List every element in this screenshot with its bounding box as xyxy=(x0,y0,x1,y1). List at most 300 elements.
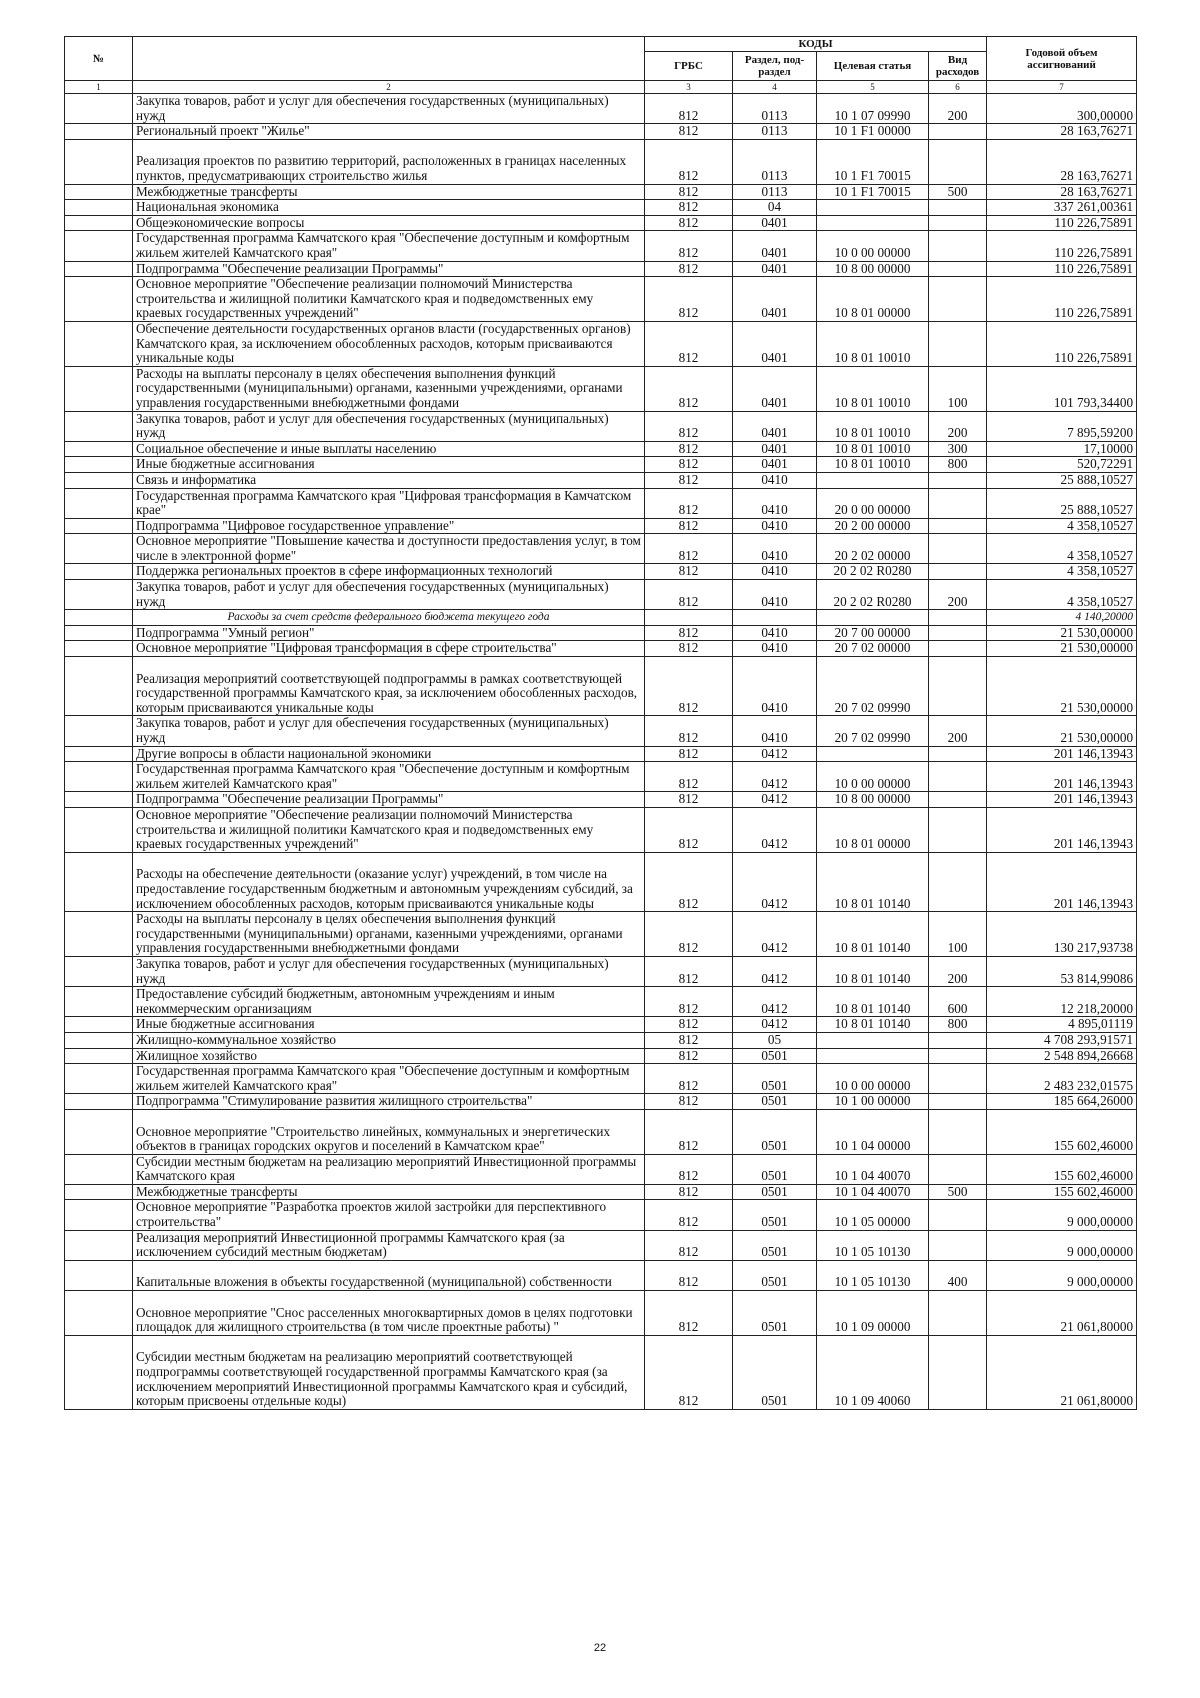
table-row xyxy=(65,411,1137,441)
row-name-cell: Связь и информатика xyxy=(133,472,645,488)
section-cell: 0501 xyxy=(733,1230,817,1260)
header-codes: КОДЫ xyxy=(645,37,987,52)
expense-type-cell xyxy=(929,1154,987,1184)
amount-cell: 28 163,76271 xyxy=(987,139,1137,184)
row-name-cell: Закупка товаров, работ и услуг для обеспечения государственных (муниципальных) нужд xyxy=(133,94,645,124)
target-article-cell: 10 1 09 40060 xyxy=(817,1335,929,1409)
row-number-cell xyxy=(65,580,133,610)
amount-cell: 4 358,10527 xyxy=(987,518,1137,534)
col-number: 3 xyxy=(645,81,733,94)
grbs-cell: 812 xyxy=(645,488,733,518)
expense-type-cell xyxy=(929,534,987,564)
expense-type-cell xyxy=(929,762,987,792)
amount-cell: 21 530,00000 xyxy=(987,716,1137,746)
amount-cell: 2 548 894,26668 xyxy=(987,1048,1137,1064)
grbs-cell: 812 xyxy=(645,215,733,231)
expense-type-cell xyxy=(929,1291,987,1336)
section-cell: 0401 xyxy=(733,277,817,322)
amount-cell: 17,10000 xyxy=(987,441,1137,457)
target-article-cell: 10 1 04 40070 xyxy=(817,1154,929,1184)
target-article-cell xyxy=(817,610,929,626)
target-article-cell: 10 1 04 40070 xyxy=(817,1184,929,1200)
table-row xyxy=(65,1184,1137,1200)
expense-type-cell: 800 xyxy=(929,1017,987,1033)
table-row xyxy=(65,1064,1137,1094)
row-number-cell xyxy=(65,807,133,852)
expense-type-cell xyxy=(929,488,987,518)
col-number: 5 xyxy=(817,81,929,94)
row-number-cell xyxy=(65,518,133,534)
expense-type-cell xyxy=(929,564,987,580)
grbs-cell: 812 xyxy=(645,1200,733,1230)
expense-type-cell xyxy=(929,746,987,762)
table-row xyxy=(65,366,1137,411)
row-name-cell: Жилищно-коммунальное хозяйство xyxy=(133,1032,645,1048)
section-cell: 0501 xyxy=(733,1335,817,1409)
amount-cell: 520,72291 xyxy=(987,457,1137,473)
row-name-cell: Государственная программа Камчатского края "Обеспечение доступным и комфортным жильем жителей Камчатского края" xyxy=(133,762,645,792)
row-name-cell: Капитальные вложения в объекты государственной (муниципальной) собственности xyxy=(133,1260,645,1290)
header-section: Раздел, под-раздел xyxy=(733,52,817,81)
section-cell: 0113 xyxy=(733,94,817,124)
amount-cell: 300,00000 xyxy=(987,94,1137,124)
target-article-cell: 10 1 09 00000 xyxy=(817,1291,929,1336)
section-cell: 0412 xyxy=(733,762,817,792)
row-name-cell: Государственная программа Камчатского края "Цифровая трансформация в Камчатском крае" xyxy=(133,488,645,518)
header-name xyxy=(133,37,645,81)
table-row xyxy=(65,1200,1137,1230)
amount-cell: 4 140,20000 xyxy=(987,610,1137,626)
grbs-cell: 812 xyxy=(645,912,733,957)
row-name-cell: Национальная экономика xyxy=(133,200,645,216)
expense-type-cell xyxy=(929,1094,987,1110)
row-name-cell: Реализация проектов по развитию территорий, расположенных в границах населенных пунктов, предусматривающих строительство жилья xyxy=(133,139,645,184)
amount-cell: 9 000,00000 xyxy=(987,1200,1137,1230)
header-grbs: ГРБС xyxy=(645,52,733,81)
row-number-cell xyxy=(65,366,133,411)
amount-cell: 201 146,13943 xyxy=(987,852,1137,911)
amount-cell: 21 061,80000 xyxy=(987,1335,1137,1409)
row-name-cell: Межбюджетные трансферты xyxy=(133,1184,645,1200)
section-cell: 0412 xyxy=(733,987,817,1017)
row-number-cell xyxy=(65,457,133,473)
note-row xyxy=(65,610,1137,626)
section-cell: 0501 xyxy=(733,1109,817,1154)
row-name-cell: Основное мероприятие "Повышение качества и доступности предоставления услуг, в том числе в электронной форме" xyxy=(133,534,645,564)
row-name-cell: Закупка товаров, работ и услуг для обеспечения государственных (муниципальных) нужд xyxy=(133,716,645,746)
target-article-cell xyxy=(817,1032,929,1048)
target-article-cell: 20 2 02 00000 xyxy=(817,534,929,564)
row-name-cell: Субсидии местным бюджетам на реализацию мероприятий Инвестиционной программы Камчатского края xyxy=(133,1154,645,1184)
expense-type-cell: 200 xyxy=(929,411,987,441)
section-cell: 0501 xyxy=(733,1048,817,1064)
expense-type-cell xyxy=(929,807,987,852)
expense-type-cell xyxy=(929,1109,987,1154)
row-number-cell xyxy=(65,746,133,762)
row-number-cell xyxy=(65,564,133,580)
expense-type-cell xyxy=(929,1032,987,1048)
table-row xyxy=(65,1048,1137,1064)
table-header xyxy=(65,37,1137,94)
section-cell: 0501 xyxy=(733,1260,817,1290)
table-row xyxy=(65,94,1137,124)
row-name-cell: Подпрограмма "Обеспечение реализации Программы" xyxy=(133,792,645,808)
expense-type-cell xyxy=(929,1064,987,1094)
grbs-cell: 812 xyxy=(645,184,733,200)
amount-cell: 201 146,13943 xyxy=(987,792,1137,808)
target-article-cell: 10 8 01 10140 xyxy=(817,852,929,911)
section-cell xyxy=(733,610,817,626)
target-article-cell: 10 1 F1 70015 xyxy=(817,139,929,184)
target-article-cell: 10 8 01 00000 xyxy=(817,277,929,322)
grbs-cell: 812 xyxy=(645,716,733,746)
expense-type-cell xyxy=(929,1200,987,1230)
section-cell: 0401 xyxy=(733,261,817,277)
table-row xyxy=(65,184,1137,200)
amount-cell: 9 000,00000 xyxy=(987,1260,1137,1290)
amount-cell: 28 163,76271 xyxy=(987,184,1137,200)
amount-cell: 155 602,46000 xyxy=(987,1109,1137,1154)
table-row xyxy=(65,321,1137,366)
amount-cell: 21 061,80000 xyxy=(987,1291,1137,1336)
row-name-cell: Закупка товаров, работ и услуг для обеспечения государственных (муниципальных) нужд xyxy=(133,956,645,986)
header-amount: Годовой объем ассигнований xyxy=(987,37,1137,81)
expense-type-cell xyxy=(929,200,987,216)
section-cell: 0410 xyxy=(733,641,817,657)
row-name-cell: Подпрограмма "Обеспечение реализации Программы" xyxy=(133,261,645,277)
table-row xyxy=(65,1017,1137,1033)
grbs-cell xyxy=(645,610,733,626)
target-article-cell: 10 8 01 00000 xyxy=(817,807,929,852)
grbs-cell: 812 xyxy=(645,1260,733,1290)
expense-type-cell: 300 xyxy=(929,441,987,457)
table-row xyxy=(65,124,1137,140)
target-article-cell: 10 1 00 00000 xyxy=(817,1094,929,1110)
grbs-cell: 812 xyxy=(645,1184,733,1200)
row-number-cell xyxy=(65,1291,133,1336)
expense-type-cell xyxy=(929,518,987,534)
row-number-cell xyxy=(65,411,133,441)
table-row xyxy=(65,457,1137,473)
section-cell: 0401 xyxy=(733,441,817,457)
expense-type-cell xyxy=(929,625,987,641)
amount-cell: 201 146,13943 xyxy=(987,746,1137,762)
target-article-cell: 10 8 01 10140 xyxy=(817,1017,929,1033)
expense-type-cell xyxy=(929,261,987,277)
table-row xyxy=(65,762,1137,792)
budget-table-sheet xyxy=(64,36,1136,1410)
row-number-cell xyxy=(65,956,133,986)
row-number-cell xyxy=(65,610,133,626)
grbs-cell: 812 xyxy=(645,472,733,488)
grbs-cell: 812 xyxy=(645,580,733,610)
table-row xyxy=(65,1335,1137,1409)
amount-cell: 21 530,00000 xyxy=(987,657,1137,716)
section-cell: 0412 xyxy=(733,1017,817,1033)
amount-cell: 4 708 293,91571 xyxy=(987,1032,1137,1048)
expense-type-cell: 100 xyxy=(929,366,987,411)
row-number-cell xyxy=(65,1184,133,1200)
row-name-cell: Основное мероприятие "Разработка проектов жилой застройки для перспективного строительства" xyxy=(133,1200,645,1230)
col-number: 2 xyxy=(133,81,645,94)
target-article-cell: 10 8 00 00000 xyxy=(817,792,929,808)
target-article-cell: 10 8 01 10010 xyxy=(817,457,929,473)
row-number-cell xyxy=(65,1032,133,1048)
grbs-cell: 812 xyxy=(645,200,733,216)
amount-cell: 110 226,75891 xyxy=(987,231,1137,261)
grbs-cell: 812 xyxy=(645,277,733,322)
target-article-cell: 20 7 02 00000 xyxy=(817,641,929,657)
grbs-cell: 812 xyxy=(645,366,733,411)
row-number-cell xyxy=(65,215,133,231)
grbs-cell: 812 xyxy=(645,441,733,457)
section-cell: 0412 xyxy=(733,792,817,808)
col-number: 1 xyxy=(65,81,133,94)
table-row xyxy=(65,215,1137,231)
expense-type-cell xyxy=(929,852,987,911)
table-row xyxy=(65,231,1137,261)
row-name-cell: Основное мероприятие "Цифровая трансформация в сфере строительства" xyxy=(133,641,645,657)
row-number-cell xyxy=(65,1017,133,1033)
grbs-cell: 812 xyxy=(645,124,733,140)
row-number-cell xyxy=(65,488,133,518)
row-name-cell: Подпрограмма "Цифровое государственное управление" xyxy=(133,518,645,534)
expense-type-cell: 200 xyxy=(929,580,987,610)
expense-type-cell xyxy=(929,1230,987,1260)
page-number: 22 xyxy=(593,1642,607,1654)
row-number-cell xyxy=(65,200,133,216)
amount-cell: 4 358,10527 xyxy=(987,580,1137,610)
row-name-cell: Межбюджетные трансферты xyxy=(133,184,645,200)
section-cell: 0501 xyxy=(733,1094,817,1110)
table-row xyxy=(65,1260,1137,1290)
amount-cell: 201 146,13943 xyxy=(987,807,1137,852)
grbs-cell: 812 xyxy=(645,564,733,580)
row-number-cell xyxy=(65,1154,133,1184)
row-number-cell xyxy=(65,321,133,366)
grbs-cell: 812 xyxy=(645,641,733,657)
target-article-cell: 20 7 00 00000 xyxy=(817,625,929,641)
section-cell: 0401 xyxy=(733,215,817,231)
target-article-cell: 20 7 02 09990 xyxy=(817,716,929,746)
amount-cell: 110 226,75891 xyxy=(987,215,1137,231)
table-row xyxy=(65,580,1137,610)
header-type: Вид расходов xyxy=(929,52,987,81)
row-number-cell xyxy=(65,762,133,792)
amount-cell: 4 358,10527 xyxy=(987,564,1137,580)
table-row xyxy=(65,1291,1137,1336)
grbs-cell: 812 xyxy=(645,657,733,716)
table-row xyxy=(65,518,1137,534)
table-row xyxy=(65,472,1137,488)
grbs-cell: 812 xyxy=(645,807,733,852)
table-row xyxy=(65,716,1137,746)
row-number-cell xyxy=(65,852,133,911)
row-name-cell: Закупка товаров, работ и услуг для обеспечения государственных (муниципальных) нужд xyxy=(133,580,645,610)
row-name-cell: Подпрограмма "Умный регион" xyxy=(133,625,645,641)
row-number-cell xyxy=(65,94,133,124)
section-cell: 0501 xyxy=(733,1291,817,1336)
table-row xyxy=(65,139,1137,184)
expense-type-cell xyxy=(929,610,987,626)
grbs-cell: 812 xyxy=(645,321,733,366)
col-number: 6 xyxy=(929,81,987,94)
grbs-cell: 812 xyxy=(645,1017,733,1033)
amount-cell: 110 226,75891 xyxy=(987,277,1137,322)
section-cell: 0410 xyxy=(733,716,817,746)
table-row xyxy=(65,987,1137,1017)
row-name-cell: Региональный проект "Жилье" xyxy=(133,124,645,140)
row-number-cell xyxy=(65,184,133,200)
grbs-cell: 812 xyxy=(645,139,733,184)
amount-cell: 130 217,93738 xyxy=(987,912,1137,957)
row-name-cell: Основное мероприятие "Строительство линейных, коммунальных и энергетических объектов в границах городских округов и поселений в Камчатском крае" xyxy=(133,1109,645,1154)
expense-type-cell xyxy=(929,215,987,231)
row-number-cell xyxy=(65,139,133,184)
row-number-cell xyxy=(65,1048,133,1064)
row-name-cell: Другие вопросы в области национальной экономики xyxy=(133,746,645,762)
target-article-cell: 10 1 F1 00000 xyxy=(817,124,929,140)
expense-type-cell: 200 xyxy=(929,716,987,746)
target-article-cell: 20 2 02 R0280 xyxy=(817,580,929,610)
row-number-cell xyxy=(65,1109,133,1154)
target-article-cell: 10 0 00 00000 xyxy=(817,1064,929,1094)
header-num: № xyxy=(65,37,133,81)
row-name-cell: Обеспечение деятельности государственных органов власти (государственных органов) Камчатского края, за исключением обособленных расходов, которым присваиваются уникальные коды xyxy=(133,321,645,366)
grbs-cell: 812 xyxy=(645,746,733,762)
section-cell: 0401 xyxy=(733,457,817,473)
amount-cell: 155 602,46000 xyxy=(987,1184,1137,1200)
expense-type-cell xyxy=(929,641,987,657)
grbs-cell: 812 xyxy=(645,1048,733,1064)
row-number-cell xyxy=(65,472,133,488)
table-body xyxy=(65,94,1137,1410)
grbs-cell: 812 xyxy=(645,1335,733,1409)
section-cell: 04 xyxy=(733,200,817,216)
row-name-cell: Иные бюджетные ассигнования xyxy=(133,457,645,473)
section-cell: 0401 xyxy=(733,321,817,366)
row-name-cell: Расходы на выплаты персоналу в целях обеспечения выполнения функций государственными (муниципальными) органами, казенными учреждениями, органами управления государственными внебюджетными фондами xyxy=(133,366,645,411)
row-number-cell xyxy=(65,441,133,457)
target-article-cell: 10 8 01 10140 xyxy=(817,956,929,986)
target-article-cell: 20 0 00 00000 xyxy=(817,488,929,518)
target-article-cell: 20 2 00 00000 xyxy=(817,518,929,534)
expense-type-cell xyxy=(929,139,987,184)
amount-cell: 28 163,76271 xyxy=(987,124,1137,140)
budget-table xyxy=(64,36,1137,1410)
row-name-cell: Подпрограмма "Стимулирование развития жилищного строительства" xyxy=(133,1094,645,1110)
target-article-cell: 20 7 02 09990 xyxy=(817,657,929,716)
section-cell: 0401 xyxy=(733,231,817,261)
grbs-cell: 812 xyxy=(645,94,733,124)
expense-type-cell xyxy=(929,472,987,488)
section-cell: 0501 xyxy=(733,1184,817,1200)
row-number-cell xyxy=(65,1064,133,1094)
target-article-cell: 10 8 01 10140 xyxy=(817,912,929,957)
amount-cell: 12 218,20000 xyxy=(987,987,1137,1017)
target-article-cell: 10 1 05 00000 xyxy=(817,1200,929,1230)
expense-type-cell xyxy=(929,321,987,366)
row-name-cell: Жилищное хозяйство xyxy=(133,1048,645,1064)
table-row xyxy=(65,534,1137,564)
expense-type-cell: 100 xyxy=(929,912,987,957)
expense-type-cell: 200 xyxy=(929,956,987,986)
expense-type-cell: 500 xyxy=(929,1184,987,1200)
row-number-cell xyxy=(65,1260,133,1290)
table-row xyxy=(65,792,1137,808)
grbs-cell: 812 xyxy=(645,1109,733,1154)
table-row xyxy=(65,625,1137,641)
section-cell: 0401 xyxy=(733,411,817,441)
grbs-cell: 812 xyxy=(645,1291,733,1336)
section-cell: 0412 xyxy=(733,852,817,911)
target-article-cell: 10 1 05 10130 xyxy=(817,1260,929,1290)
table-row xyxy=(65,441,1137,457)
row-name-cell: Субсидии местным бюджетам на реализацию мероприятий соответствующей подпрограммы соответствующей государственной программы Камчатского края (за исключением мероприятий Инвестиционной программы Камчатского края и субсидий, которым присвоены отдельные коды) xyxy=(133,1335,645,1409)
target-article-cell: 20 2 02 R0280 xyxy=(817,564,929,580)
row-name-cell: Государственная программа Камчатского края "Обеспечение доступным и комфортным жильем жителей Камчатского края" xyxy=(133,231,645,261)
table-row xyxy=(65,956,1137,986)
section-cell: 0410 xyxy=(733,488,817,518)
section-cell: 0501 xyxy=(733,1154,817,1184)
amount-cell: 9 000,00000 xyxy=(987,1230,1137,1260)
expense-type-cell: 600 xyxy=(929,987,987,1017)
grbs-cell: 812 xyxy=(645,956,733,986)
grbs-cell: 812 xyxy=(645,1032,733,1048)
grbs-cell: 812 xyxy=(645,1230,733,1260)
table-row xyxy=(65,657,1137,716)
table-row xyxy=(65,1032,1137,1048)
row-number-cell xyxy=(65,1094,133,1110)
amount-cell: 185 664,26000 xyxy=(987,1094,1137,1110)
row-name-cell: Иные бюджетные ассигнования xyxy=(133,1017,645,1033)
section-cell: 0410 xyxy=(733,534,817,564)
amount-cell: 337 261,00361 xyxy=(987,200,1137,216)
row-name-cell: Основное мероприятие "Обеспечение реализации полномочий Министерства строительства и жилищной политики Камчатского края и подведомственных ему краевых государственных учреждений" xyxy=(133,277,645,322)
expense-type-cell xyxy=(929,124,987,140)
target-article-cell: 10 1 F1 70015 xyxy=(817,184,929,200)
row-number-cell xyxy=(65,641,133,657)
header-target: Целевая статья xyxy=(817,52,929,81)
section-cell: 0501 xyxy=(733,1064,817,1094)
section-cell: 0410 xyxy=(733,472,817,488)
target-article-cell xyxy=(817,746,929,762)
table-row xyxy=(65,1109,1137,1154)
section-cell: 0412 xyxy=(733,807,817,852)
col-number: 4 xyxy=(733,81,817,94)
amount-cell: 110 226,75891 xyxy=(987,261,1137,277)
grbs-cell: 812 xyxy=(645,1094,733,1110)
section-cell: 0410 xyxy=(733,625,817,641)
grbs-cell: 812 xyxy=(645,1154,733,1184)
row-number-cell xyxy=(65,261,133,277)
row-number-cell xyxy=(65,716,133,746)
grbs-cell: 812 xyxy=(645,411,733,441)
grbs-cell: 812 xyxy=(645,534,733,564)
table-row xyxy=(65,1094,1137,1110)
expense-type-cell: 400 xyxy=(929,1260,987,1290)
target-article-cell xyxy=(817,472,929,488)
row-name-cell: Поддержка региональных проектов в сфере информационных технологий xyxy=(133,564,645,580)
row-name-cell: Реализация мероприятий Инвестиционной программы Камчатского края (за исключением субсидий местным бюджетам) xyxy=(133,1230,645,1260)
section-cell: 0401 xyxy=(733,366,817,411)
section-cell: 0113 xyxy=(733,139,817,184)
row-name-cell: Предоставление субсидий бюджетным, автономным учреждениям и иным некоммерческим организациям xyxy=(133,987,645,1017)
row-name-cell: Государственная программа Камчатского края "Обеспечение доступным и комфортным жильем жителей Камчатского края" xyxy=(133,1064,645,1094)
table-row xyxy=(65,1230,1137,1260)
amount-cell: 2 483 232,01575 xyxy=(987,1064,1137,1094)
expense-type-cell: 200 xyxy=(929,94,987,124)
